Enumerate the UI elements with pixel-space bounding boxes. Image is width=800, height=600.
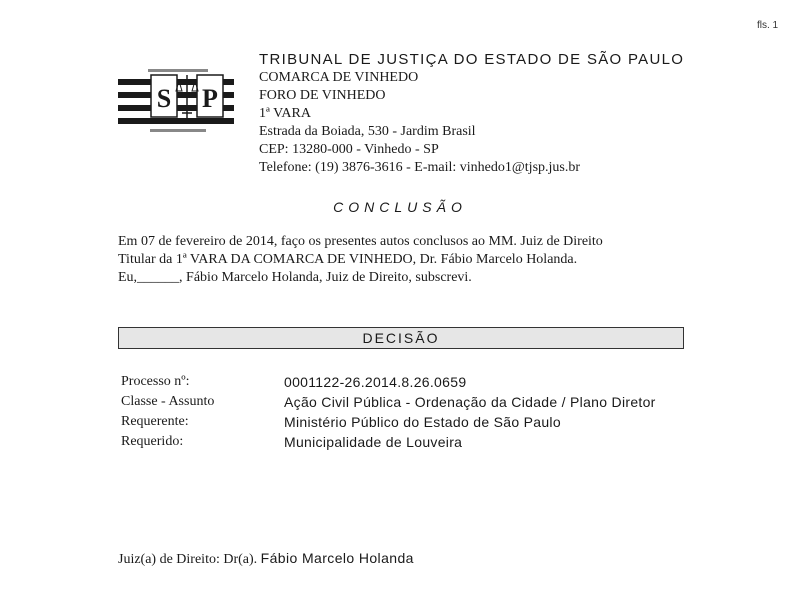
vara: 1ª VARA xyxy=(259,106,311,121)
judge-label: Juiz(a) de Direito: Dr(a). xyxy=(118,552,261,567)
judge-name: Fábio Marcelo Holanda xyxy=(260,550,414,566)
case-value: 0001122-26.2014.8.26.0659 xyxy=(284,374,467,390)
judge-signature-line xyxy=(118,550,414,568)
case-value: Municipalidade de Louveira xyxy=(284,434,463,450)
contact: Telefone: (19) 3876-3616 - E-mail: vinhedo1@tjsp.jus.br xyxy=(259,160,581,175)
cep: CEP: 13280-000 - Vinhedo - SP xyxy=(259,142,439,157)
conclusao-line-1: Em 07 de fevereiro de 2014, faço os presentes autos conclusos ao MM. Juiz de Direito xyxy=(118,234,603,249)
conclusao-line-2: Titular da 1ª VARA DA COMARCA DE VINHEDO, Dr. Fábio Marcelo Holanda. xyxy=(118,252,578,267)
case-row-requerido xyxy=(121,432,656,452)
case-label: Processo nº: xyxy=(121,374,190,389)
tjsp-logo xyxy=(118,63,234,139)
case-value: Ministério Público do Estado de São Paulo xyxy=(284,414,561,430)
svg-text:P: P xyxy=(202,84,218,113)
comarca: COMARCA DE VINHEDO xyxy=(259,70,419,85)
conclusao-title: CONCLUSÃO xyxy=(333,199,467,215)
page-number: fls. 1 xyxy=(757,20,779,31)
case-row-processo xyxy=(121,372,656,392)
case-label: Requerente: xyxy=(121,414,189,429)
case-row-classe xyxy=(121,392,656,412)
address: Estrada da Boiada, 530 - Jardim Brasil xyxy=(259,124,476,139)
decisao-heading: DECISÃO xyxy=(118,327,684,349)
case-row-requerente xyxy=(121,412,656,432)
foro: FORO DE VINHEDO xyxy=(259,88,386,103)
court-name: TRIBUNAL DE JUSTIÇA DO ESTADO DE SÃO PAULO xyxy=(259,51,685,68)
conclusao-paragraph xyxy=(118,233,698,287)
case-info-table xyxy=(121,372,656,452)
svg-text:S: S xyxy=(156,84,172,113)
case-label: Requerido: xyxy=(121,434,184,449)
case-label: Classe - Assunto xyxy=(121,394,215,409)
case-value: Ação Civil Pública - Ordenação da Cidade / Plano Diretor xyxy=(284,394,656,410)
court-header xyxy=(259,51,684,177)
tjsp-seal-graphic xyxy=(118,63,234,139)
conclusao-line-3: Eu,______, Fábio Marcelo Holanda, Juiz de Direito, subscrevi. xyxy=(118,270,472,285)
